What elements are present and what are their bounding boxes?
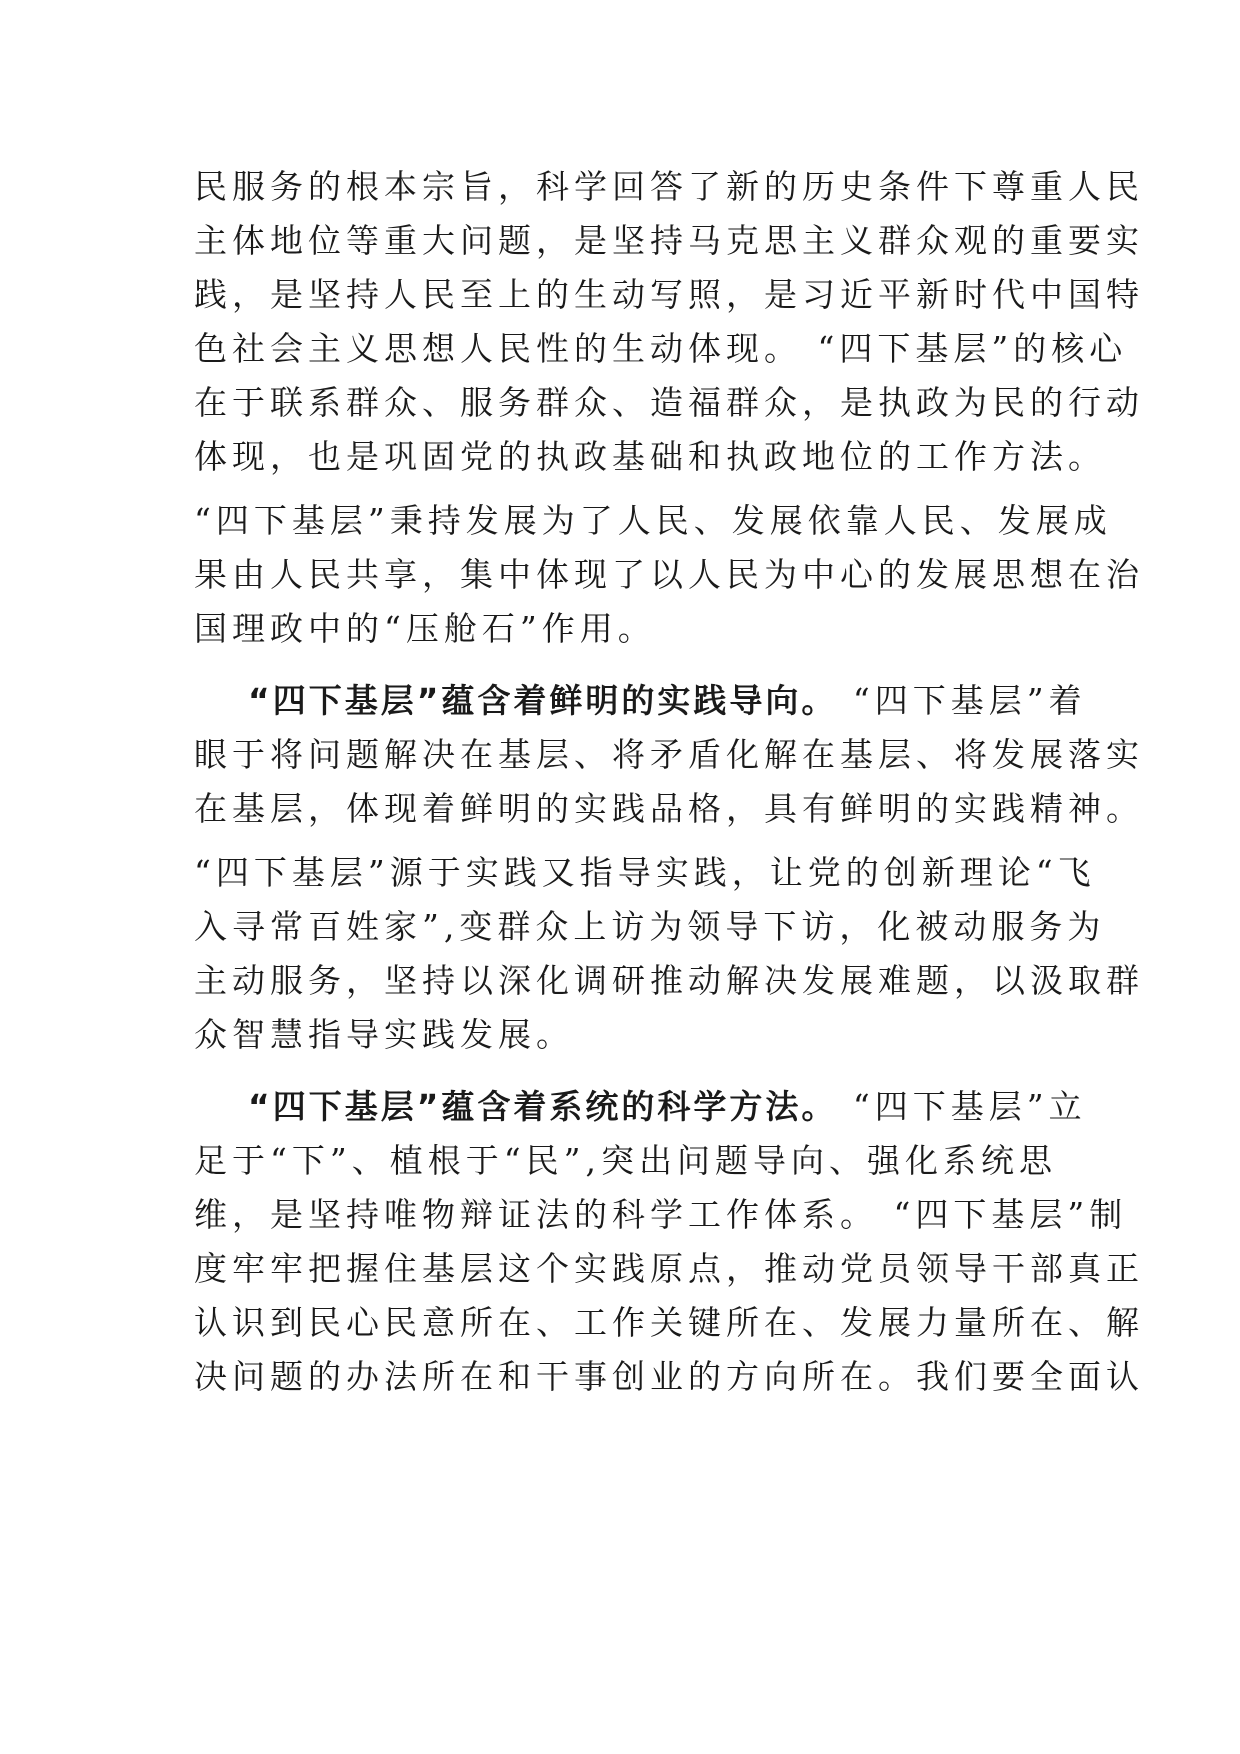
- text-line: 主体地位等重大问题，是坚持马克思主义群众观的重要实: [194, 221, 1144, 260]
- body-text: [194, 160, 1144, 1404]
- section-heading: “四下基层”蕴含着系统的科学方法。: [248, 1087, 838, 1126]
- text-line: 眼于将问题解决在基层、将矛盾化解在基层、将发展落实: [194, 735, 1144, 774]
- text-line: 足于“下”、植根于“民”,突出问题导向、强化系统思: [194, 1141, 1057, 1180]
- text-line: “四下基层”源于实践又指导实践，让党的创新理论“飞: [194, 853, 1096, 892]
- text-line: 入寻常百姓家”,变群众上访为领导下访，化被动服务为: [194, 907, 1106, 946]
- text-line: 在基层，体现着鲜明的实践品格，具有鲜明的实践精神。: [194, 789, 1144, 828]
- text-line: 国理政中的“压舱石”作用。: [194, 609, 656, 648]
- text-line: 践，是坚持人民至上的生动写照，是习近平新时代中国特: [194, 275, 1144, 314]
- text-line: “四下基层”秉持发展为了人民、发展依靠人民、发展成: [194, 501, 1112, 540]
- paragraph-5: [194, 1080, 1144, 1404]
- paragraph-4: [194, 846, 1144, 1062]
- text-line: 认识到民心民意所在、工作关键所在、发展力量所在、解: [194, 1303, 1144, 1342]
- text-line: 众智慧指导实践发展。: [194, 1015, 574, 1054]
- text-line: 色社会主义思想人民性的生动体现。 “四下基层”的核心: [194, 329, 1128, 368]
- paragraph-2: [194, 494, 1144, 656]
- text-line: [194, 674, 1087, 728]
- text-line: [194, 1080, 1087, 1134]
- text-line: 主动服务，坚持以深化调研推动解决发展难题，以汲取群: [194, 961, 1144, 1000]
- text-run: “四下基层”着: [837, 681, 1087, 720]
- text-line: 在于联系群众、服务群众、造福群众，是执政为民的行动: [194, 383, 1144, 422]
- text-line: 体现，也是巩固党的执政基础和执政地位的工作方法。: [194, 437, 1106, 476]
- paragraph-3: [194, 674, 1144, 836]
- section-heading: “四下基层”蕴含着鲜明的实践导向。: [248, 681, 838, 720]
- text-run: “四下基层”立: [837, 1087, 1087, 1126]
- text-line: 决问题的办法所在和干事创业的方向所在。我们要全面认: [194, 1357, 1144, 1396]
- text-line: 度牢牢把握住基层这个实践原点，推动党员领导干部真正: [194, 1249, 1144, 1288]
- paragraph-1: [194, 160, 1144, 484]
- text-line: 果由人民共享，集中体现了以人民为中心的发展思想在治: [194, 555, 1144, 594]
- text-line: 维，是坚持唯物辩证法的科学工作体系。 “四下基层”制: [194, 1195, 1128, 1234]
- text-line: 民服务的根本宗旨，科学回答了新的历史条件下尊重人民: [194, 167, 1144, 206]
